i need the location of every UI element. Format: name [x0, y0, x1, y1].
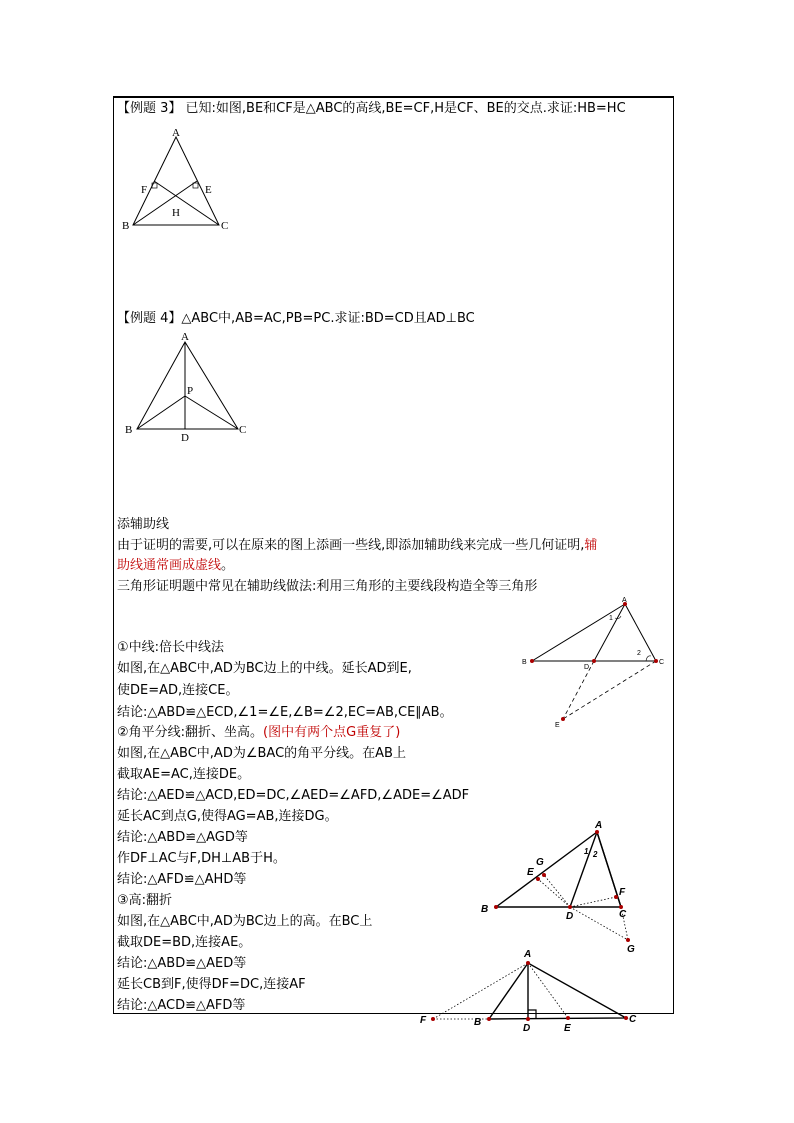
height-line-5: 结论:△ACD≌△AFD等	[117, 998, 246, 1013]
label-a: A	[181, 331, 189, 343]
label-p: P	[187, 385, 194, 397]
median-heading: ①中线:倍长中线法	[117, 640, 225, 655]
label-e: E	[527, 867, 534, 878]
bisector-line-1: 如图,在△ABC中,AD为∠BAC的角平分线。在AB上	[117, 746, 406, 761]
label-a: A	[595, 820, 603, 831]
aux-heading: 添辅助线	[117, 517, 170, 532]
label-c: C	[659, 659, 665, 666]
label-f: F	[619, 887, 626, 898]
example-3-figure	[118, 125, 238, 235]
bisector-figure	[476, 815, 646, 957]
bisector-line-3: 结论:△AED≌△ACD,ED=DC,∠AED=∠AFD,∠ADE=∠ADF	[117, 788, 470, 803]
example-4-title: 【例题 4】△ABC中,AB=AC,PB=PC.求证:BD=CD且AD⊥BC	[117, 311, 475, 326]
label-b: B	[522, 659, 527, 666]
label-a: A	[622, 597, 627, 604]
label-1: 1	[584, 847, 589, 856]
label-2: 2	[637, 650, 641, 657]
bisector-line-4: 延长AC到点G,使得AG=AB,连接DG。	[117, 809, 338, 824]
label-c: C	[629, 1014, 637, 1025]
label-h: H	[172, 207, 180, 219]
label-d: D	[523, 1023, 531, 1034]
height-line-2: 截取DE=BD,连接AE。	[117, 935, 252, 950]
label-e: E	[564, 1023, 571, 1034]
label-d: D	[181, 432, 189, 444]
label-b: B	[125, 424, 133, 436]
median-line-2: 使DE=AD,连接CE。	[117, 683, 239, 698]
height-line-1: 如图,在△ABC中,AD为BC边上的高。在BC上	[117, 914, 373, 929]
label-c: C	[619, 909, 627, 920]
height-figure	[418, 945, 643, 1035]
label-e: E	[555, 722, 560, 729]
label-a: A	[172, 127, 180, 139]
label-e: E	[205, 184, 212, 196]
label-b: B	[474, 1017, 482, 1028]
height-heading: ③高:翻折	[117, 893, 173, 908]
label-g-upper: G	[536, 857, 544, 868]
median-line-1: 如图,在△ABC中,AD为BC边上的中线。延长AD到E,	[117, 661, 412, 676]
label-d: D	[584, 664, 590, 671]
example-3-title: 【例题 3】 已知:如图,BE和CF是△ABC的高线,BE=CF,H是CF、BE的交点.求证:HB=HC	[117, 101, 626, 116]
label-f: F	[420, 1015, 427, 1026]
median-figure	[518, 596, 668, 731]
label-a: A	[524, 949, 532, 960]
bisector-line-6: 作DF⊥AC与F,DH⊥AB于H。	[117, 851, 286, 866]
label-c: C	[221, 220, 229, 232]
height-line-3: 结论:△ABD≌△AED等	[117, 956, 247, 971]
label-f: F	[141, 184, 148, 196]
height-line-4: 延长CB到F,使得DF=DC,连接AF	[117, 977, 306, 992]
label-1: 1	[609, 615, 613, 622]
label-c: C	[239, 424, 247, 436]
label-g-lower: G	[627, 944, 635, 955]
bisector-line-2: 截取AE=AC,连接DE。	[117, 767, 251, 782]
example-4-figure	[122, 330, 252, 445]
bisector-line-5: 结论:△ABD≌△AGD等	[117, 830, 248, 845]
bisector-line-7: 结论:△AFD≌△AHD等	[117, 872, 247, 887]
aux-paragraph-2: 三角形证明题中常见在辅助线做法:利用三角形的主要线段构造全等三角形	[117, 579, 538, 594]
label-b: B	[481, 904, 489, 915]
median-line-3: 结论:△ABD≌△ECD,∠1=∠E,∠B=∠2,EC=AB,CE∥AB。	[117, 705, 453, 720]
bisector-heading: ②角平分线:翻折、坐高。(图中有两个点G重复了)	[117, 725, 401, 740]
label-2: 2	[593, 850, 598, 859]
label-b: B	[122, 220, 130, 232]
aux-paragraph-1-cont: 助线通常画成虚线。	[117, 558, 235, 573]
label-d: D	[566, 911, 574, 922]
aux-paragraph-1: 由于证明的需要,可以在原来的图上添画一些线,即添加辅助线来完成一些几何证明,辅	[117, 538, 598, 553]
